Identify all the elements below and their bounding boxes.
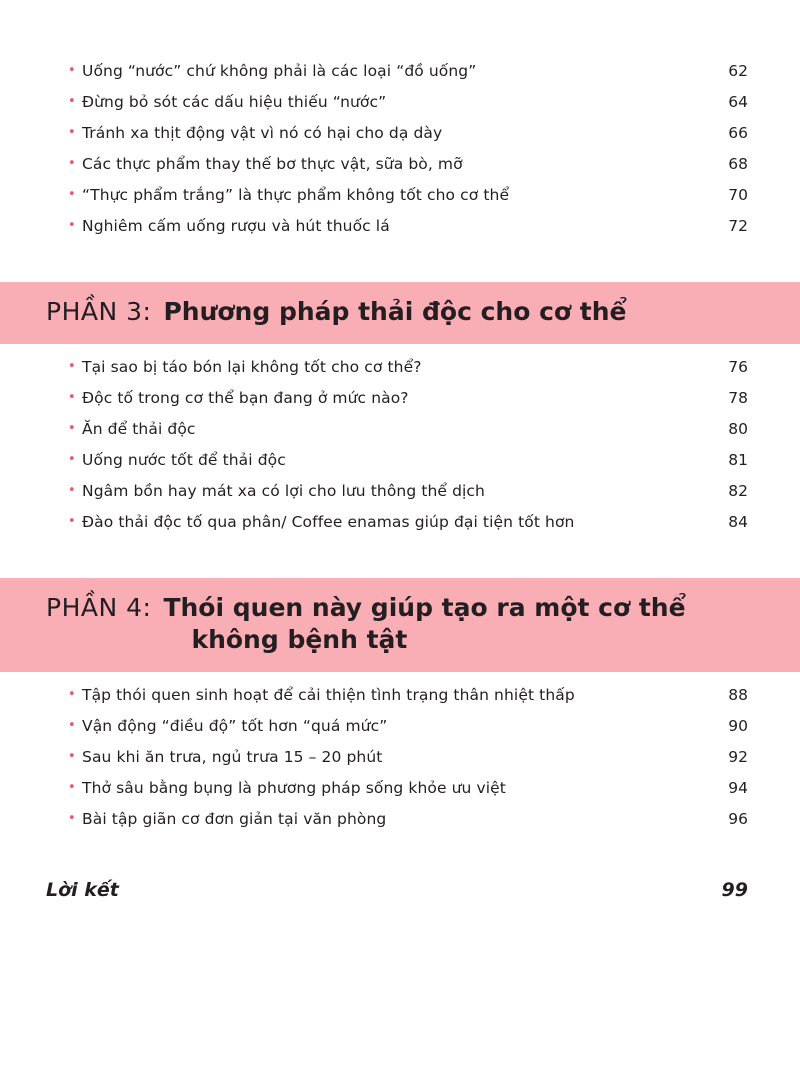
bullet-icon <box>68 422 82 435</box>
entry-page-number: 78 <box>728 389 748 407</box>
bullet-icon <box>68 188 82 201</box>
entry-page-number: 82 <box>728 482 748 500</box>
bullet-icon <box>68 688 82 701</box>
list-item[interactable] <box>0 186 800 217</box>
bullet-icon <box>68 157 82 170</box>
entry-page-number: 76 <box>728 358 748 376</box>
toc-list-section-3 <box>0 358 800 544</box>
entry-page-number: 96 <box>728 810 748 828</box>
bullet-icon <box>68 750 82 763</box>
entry-page-number: 92 <box>728 748 748 766</box>
list-item[interactable] <box>0 420 800 451</box>
list-item[interactable] <box>0 686 800 717</box>
bullet-icon <box>68 484 82 497</box>
entry-page-number: 68 <box>728 155 748 173</box>
section-title-line2: không bệnh tật <box>191 625 408 654</box>
entry-title: Đào thải độc tố qua phân/ Coffee enamas giúp đại tiện tốt hơn <box>82 513 575 531</box>
list-item[interactable] <box>0 779 800 810</box>
entry-title: Vận động “điều độ” tốt hơn “quá mức” <box>82 717 388 735</box>
spacer <box>0 544 800 578</box>
section-label: PHẦN 3: <box>46 297 152 326</box>
spacer <box>0 344 800 358</box>
entry-page-number: 84 <box>728 513 748 531</box>
entry-page-number: 88 <box>728 686 748 704</box>
top-spacer <box>0 0 800 62</box>
spacer <box>0 248 800 282</box>
bullet-icon <box>68 360 82 373</box>
list-item[interactable] <box>0 93 800 124</box>
entry-title: Đừng bỏ sót các dấu hiệu thiếu “nước” <box>82 93 387 111</box>
list-item[interactable] <box>0 482 800 513</box>
bullet-icon <box>68 812 82 825</box>
bullet-icon <box>68 453 82 466</box>
entry-page-number: 80 <box>728 420 748 438</box>
entry-page-number: 94 <box>728 779 748 797</box>
bullet-icon <box>68 781 82 794</box>
footer-title: Lời kết <box>46 879 119 901</box>
bullet-icon <box>68 126 82 139</box>
entry-title: Độc tố trong cơ thể bạn đang ở mức nào? <box>82 389 409 407</box>
spacer <box>0 672 800 686</box>
entry-page-number: 81 <box>728 451 748 469</box>
list-item[interactable] <box>0 717 800 748</box>
section-title <box>163 592 760 656</box>
entry-title: Bài tập giãn cơ đơn giản tại văn phòng <box>82 810 387 828</box>
list-item[interactable] <box>0 810 800 841</box>
footer-entry[interactable] <box>0 879 800 901</box>
bullet-icon <box>68 515 82 528</box>
footer-page-number: 99 <box>721 879 748 901</box>
entry-title: Các thực phẩm thay thế bơ thực vật, sữa bò, mỡ <box>82 155 463 173</box>
bullet-icon <box>68 391 82 404</box>
list-item[interactable] <box>0 748 800 779</box>
list-item[interactable] <box>0 62 800 93</box>
entry-title: Tại sao bị táo bón lại không tốt cho cơ thể? <box>82 358 422 376</box>
entry-title: Uống “nước” chứ không phải là các loại “đồ uống” <box>82 62 477 80</box>
entry-title: Nghiêm cấm uống rượu và hút thuốc lá <box>82 217 390 235</box>
entry-title: Tránh xa thịt động vật vì nó có hại cho dạ dày <box>82 124 443 142</box>
entry-title: Sau khi ăn trưa, ngủ trưa 15 – 20 phút <box>82 748 383 766</box>
entry-page-number: 70 <box>728 186 748 204</box>
list-item[interactable] <box>0 513 800 544</box>
entry-title: Ngâm bồn hay mát xa có lợi cho lưu thông thể dịch <box>82 482 485 500</box>
section-title-line1: Thói quen này giúp tạo ra một cơ thể <box>163 593 686 622</box>
list-item[interactable] <box>0 124 800 155</box>
entry-page-number: 62 <box>728 62 748 80</box>
entry-title: Thở sâu bằng bụng là phương pháp sống khỏe ưu việt <box>82 779 506 797</box>
bullet-icon <box>68 719 82 732</box>
bullet-icon <box>68 95 82 108</box>
bullet-icon <box>68 64 82 77</box>
entry-page-number: 90 <box>728 717 748 735</box>
bullet-icon <box>68 219 82 232</box>
list-item[interactable] <box>0 155 800 186</box>
list-item[interactable] <box>0 217 800 248</box>
list-item[interactable] <box>0 389 800 420</box>
entry-title: Tập thói quen sinh hoạt để cải thiện tình trạng thân nhiệt thấp <box>82 686 575 704</box>
section-label: PHẦN 4: <box>46 593 152 622</box>
entry-page-number: 66 <box>728 124 748 142</box>
section-banner-3 <box>0 282 800 344</box>
entry-page-number: 72 <box>728 217 748 235</box>
list-item[interactable] <box>0 451 800 482</box>
toc-list-section-4 <box>0 686 800 841</box>
entry-page-number: 64 <box>728 93 748 111</box>
list-item[interactable] <box>0 358 800 389</box>
toc-list-continued <box>0 62 800 248</box>
section-banner-4 <box>0 578 800 672</box>
section-title: Phương pháp thải độc cho cơ thể <box>163 297 627 326</box>
entry-title: Ăn để thải độc <box>82 420 196 438</box>
entry-title: “Thực phẩm trắng” là thực phẩm không tốt cho cơ thể <box>82 186 510 204</box>
entry-title: Uống nước tốt để thải độc <box>82 451 286 469</box>
